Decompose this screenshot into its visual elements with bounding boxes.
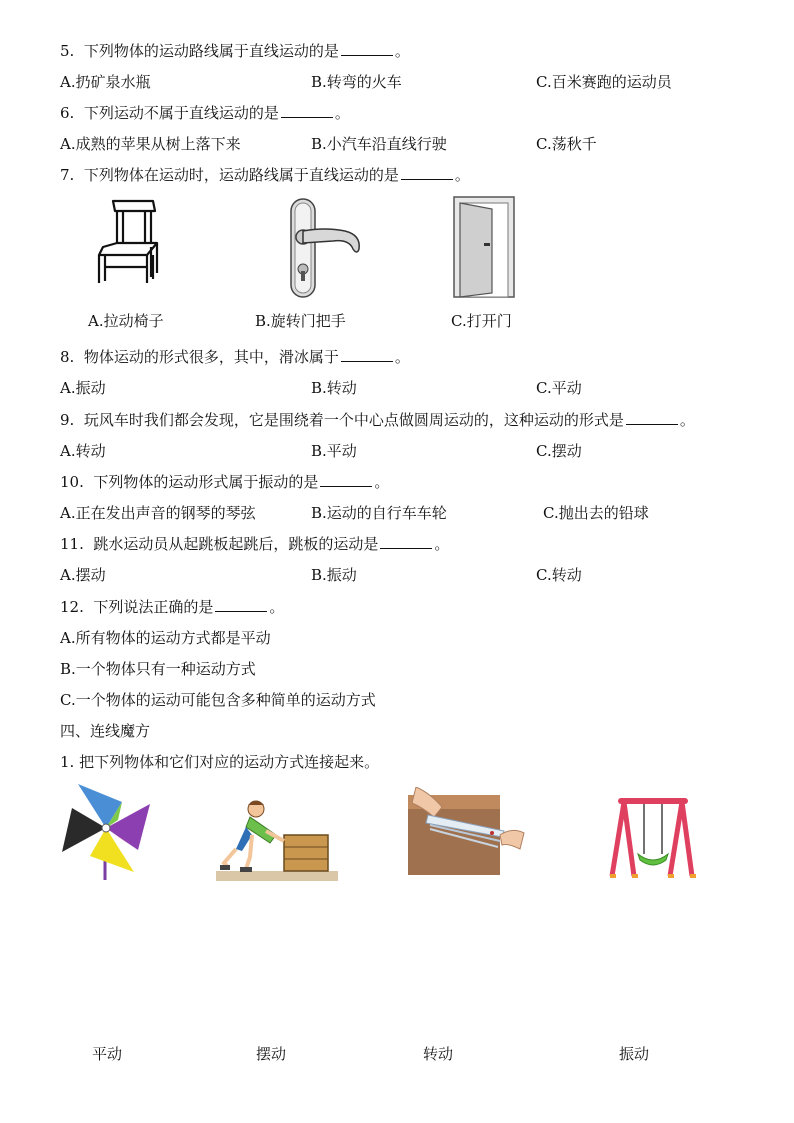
swing-image	[608, 792, 696, 880]
option-a: A.摆动	[60, 566, 106, 584]
option-a: A.拉动椅子	[88, 312, 164, 330]
option-c: C.抛出去的铅球	[543, 504, 649, 522]
question-11: 11. 跳水运动员从起跳板起跳后，跳板的运动是 。	[60, 535, 450, 553]
boy-pushing-box-image	[216, 797, 338, 881]
answer-blank[interactable]	[626, 410, 678, 425]
pinwheel-image	[58, 780, 154, 880]
option-a: A.振动	[60, 379, 106, 397]
option-b: B.振动	[311, 566, 357, 584]
match-label-vibration[interactable]: 振动	[619, 1045, 650, 1063]
answer-blank[interactable]	[341, 41, 393, 56]
match-label-swing[interactable]: 摆动	[256, 1045, 287, 1063]
chair-image	[95, 197, 165, 287]
ruler-vibration-image	[408, 787, 529, 875]
matching-question: 1. 把下列物体和它们对应的运动方式连接起来。	[60, 753, 380, 771]
option-c: C.打开门	[451, 312, 512, 330]
option-b: B.转弯的火车	[311, 73, 402, 91]
answer-blank[interactable]	[320, 472, 372, 487]
option-c: C.百米赛跑的运动员	[536, 73, 672, 91]
answer-blank[interactable]	[215, 597, 267, 612]
option-a: A.扔矿泉水瓶	[60, 73, 151, 91]
door-image	[452, 195, 517, 300]
door-handle-image	[285, 197, 365, 300]
answer-blank[interactable]	[380, 534, 432, 549]
question-6: 6. 下列运动不属于直线运动的是 。	[60, 104, 350, 122]
option-c: C.转动	[536, 566, 582, 584]
question-9: 9. 玩风车时我们都会发现，它是围绕着一个中心点做圆周运动的，这种运动的形式是 。	[60, 411, 695, 429]
option-b: B.运动的自行车车轮	[311, 504, 447, 522]
question-5: 5. 下列物体的运动路线属于直线运动的是 。	[60, 42, 410, 60]
question-12: 12. 下列说法正确的是 。	[60, 598, 285, 616]
option-c: C.荡秋千	[536, 135, 597, 153]
option-b: B.平动	[311, 442, 357, 460]
question-8: 8. 物体运动的形式很多，其中，滑冰属于 。	[60, 348, 410, 366]
answer-blank[interactable]	[401, 165, 453, 180]
option-a: A.正在发出声音的钢琴的琴弦	[60, 504, 256, 522]
match-label-rotation[interactable]: 转动	[423, 1045, 454, 1063]
option-b: B.小汽车沿直线行驶	[311, 135, 447, 153]
match-label-translation[interactable]: 平动	[92, 1045, 123, 1063]
option-b: B.转动	[311, 379, 357, 397]
option-c: C.摆动	[536, 442, 582, 460]
option-b: B.旋转门把手	[255, 312, 346, 330]
option-a: A.所有物体的运动方式都是平动	[60, 629, 271, 647]
answer-blank[interactable]	[281, 103, 333, 118]
section-title: 四、连线魔方	[60, 722, 151, 740]
option-a: A.成熟的苹果从树上落下来	[60, 135, 241, 153]
question-10: 10. 下列物体的运动形式属于振动的是 。	[60, 473, 390, 491]
option-b: B.一个物体只有一种运动方式	[60, 660, 256, 678]
option-a: A.转动	[60, 442, 106, 460]
option-c: C.平动	[536, 379, 582, 397]
answer-blank[interactable]	[341, 347, 393, 362]
option-c: C.一个物体的运动可能包含多种简单的运动方式	[60, 691, 376, 709]
question-7: 7. 下列物体在运动时，运动路线属于直线运动的是 。	[60, 166, 470, 184]
